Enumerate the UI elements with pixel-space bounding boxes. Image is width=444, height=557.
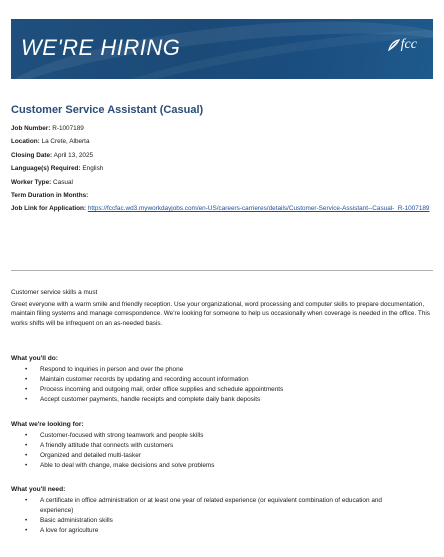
logo-text: fcc bbox=[400, 37, 417, 52]
intro-heading: Customer service skills a must bbox=[11, 289, 98, 296]
what-youll-do-section bbox=[11, 355, 435, 405]
closing-date-value: April 13, 2025 bbox=[53, 151, 94, 159]
worker-type-label: Worker Type: bbox=[11, 178, 52, 186]
job-number-row bbox=[11, 122, 435, 135]
language-row bbox=[11, 162, 435, 175]
job-application-link[interactable]: https://fccfac.wd3.myworkdayjobs.com/en-US/careers-carrieres/details/Customer-Service-Assistant--Casual-_R-1007189 bbox=[87, 205, 430, 213]
list-item: • Organized and detailed multi-tasker bbox=[11, 451, 435, 461]
section-heading: What we're looking for: bbox=[11, 421, 84, 428]
section-heading: What you'll do: bbox=[11, 355, 58, 362]
what-were-looking-for-section bbox=[11, 421, 435, 471]
list-item: • A love for agriculture bbox=[11, 526, 435, 536]
job-number-label: Job Number: bbox=[11, 125, 51, 132]
location-label: Location: bbox=[11, 138, 40, 146]
list-item: • Accept customer payments, handle receipts and complete daily bank deposits bbox=[11, 395, 435, 405]
language-label: Language(s) Required: bbox=[11, 165, 81, 173]
worker-type-value: Casual bbox=[53, 178, 73, 186]
requirements-list bbox=[11, 496, 435, 536]
leaf-icon bbox=[388, 39, 400, 51]
hiring-banner bbox=[11, 19, 433, 79]
job-link-label: Job Link for Application: bbox=[11, 205, 87, 213]
list-item: • Able to deal with change, make decisions and solve problems bbox=[11, 461, 435, 471]
closing-date-row bbox=[11, 149, 435, 162]
intro-block bbox=[11, 288, 435, 328]
duties-list bbox=[11, 365, 435, 405]
language-value: English bbox=[82, 165, 104, 173]
banner-title: WE'RE HIRING bbox=[21, 35, 181, 60]
list-item: • A friendly attitude that connects with customers bbox=[11, 441, 435, 451]
fcc-logo bbox=[388, 37, 417, 53]
list-item: • Respond to inquiries in person and over the phone bbox=[11, 365, 435, 375]
list-item: • Basic administration skills bbox=[11, 516, 435, 526]
worker-type-row bbox=[11, 176, 435, 189]
section-heading: What you'll need: bbox=[11, 486, 66, 493]
job-link-row bbox=[11, 202, 435, 215]
intro-text: Greet everyone with a warm smile and friendly reception. Use your organizational, word processing and computer skills to prepare documentation, maintain filing systems and manage correspondence. We're looking for someone to help us occasionally when coverage is needed in the office. This works shifts will be infrequent on an as-needed basis. bbox=[11, 300, 430, 327]
section-divider bbox=[11, 270, 433, 271]
what-youll-need-section bbox=[11, 486, 435, 536]
job-title: Customer Service Assistant (Casual) bbox=[11, 104, 204, 116]
list-item: • A certificate in office administration or at least one year of related experience (or equivalent combination of education and experience) bbox=[11, 496, 435, 516]
list-item: • Process incoming and outgoing mail, order office supplies and schedule appointments bbox=[11, 385, 435, 395]
job-number-value: R-1007189 bbox=[52, 125, 84, 132]
location-row bbox=[11, 135, 435, 148]
qualities-list bbox=[11, 431, 435, 471]
job-details bbox=[11, 122, 435, 216]
list-item: • Customer-focused with strong teamwork and people skills bbox=[11, 431, 435, 441]
list-item: • Maintain customer records by updating and recording account information bbox=[11, 375, 435, 385]
term-duration-label: Term Duration in Months: bbox=[11, 192, 89, 200]
closing-date-label: Closing Date: bbox=[11, 151, 53, 159]
location-value: La Crete, Alberta bbox=[41, 138, 90, 146]
term-duration-row bbox=[11, 189, 435, 202]
